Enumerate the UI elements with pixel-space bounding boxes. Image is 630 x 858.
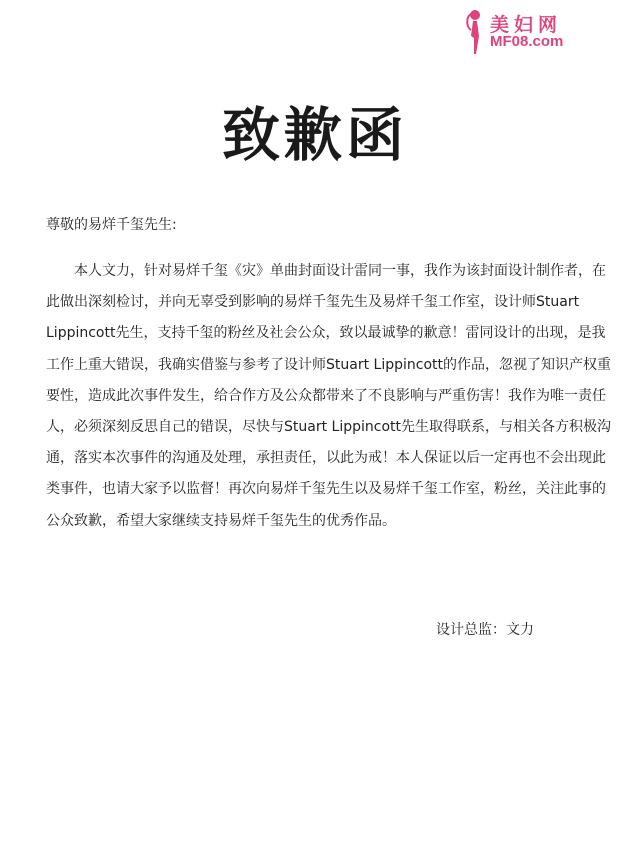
salutation: 尊敬的易烊千玺先生: (46, 217, 177, 233)
site-watermark (462, 8, 612, 60)
body-line: 本人文力，针对易烊千玺《灾》单曲封面设计雷同一事，我作为该封面设计制作者，在 (74, 263, 606, 279)
body-line: 要性，造成此次事件发生，给合作方及公众都带来了不良影响与严重伤害！我作为唯一责任 (46, 387, 606, 404)
letter-body (46, 256, 611, 537)
body-line: Lippincott先生，支持千玺的粉丝及社会公众，致以最诚挚的歉意！雷同设计的出现，是我 (46, 325, 606, 342)
body-line: 通，落实本次事件的沟通及处理，承担责任，以此为戒！本人保证以后一定再也不会出现此 (46, 450, 606, 467)
body-line: 类事件，也请大家予以监督！再次向易烊千玺先生以及易烊千玺工作室，粉丝，关注此事的 (46, 481, 606, 498)
body-line: 公众致歉，希望大家继续支持易烊千玺先生的优秀作品。 (46, 512, 396, 529)
watermark-en-text: MF08.com (490, 33, 564, 50)
watermark-cn-text: 美妇网 (490, 14, 563, 36)
body-line: 工作上重大错误，我确实借鉴与参考了设计师Stuart Lippincott的作品，忽视了知识产权重 (46, 356, 611, 373)
body-line: 此做出深刻检讨，并向无辜受到影响的易烊千玺先生及易烊千玺工作室，设计师Stuart (46, 294, 580, 311)
signature: 设计总监：文力 (436, 622, 534, 638)
letter-title: 致歉函 (221, 101, 408, 169)
body-line: 人，必须深刻反思自己的错误，尽快与Stuart Lippincott先生取得联系，与相关各方积极沟 (46, 418, 611, 435)
woman-silhouette-icon (462, 8, 486, 56)
